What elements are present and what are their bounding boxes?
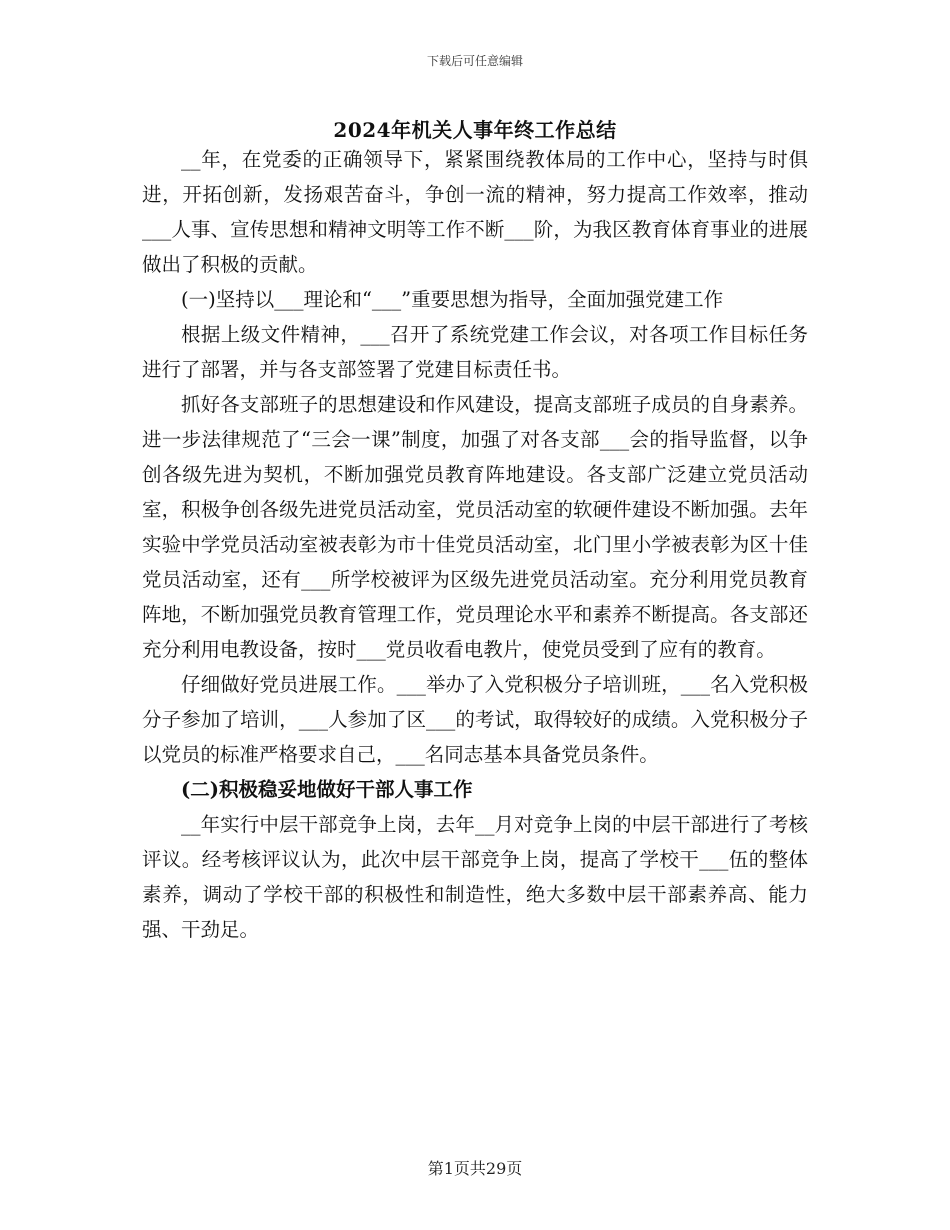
- section-heading-party-building: (一)坚持以___理论和“___”重要思想为指导，全面加强党建工作: [181, 288, 724, 311]
- paragraph-member-development: 仔细做好党员进展工作。___举办了入党积极分子培训班，___名入党积极分子参加了培训，___人参加了区___的考试，取得较好的成绩。入党积极分子以党员的标准严格要求自己，___名同志基本具备党员条件。: [142, 673, 808, 766]
- page-number: 第1页共29页: [427, 1159, 523, 1178]
- paragraph-cadre-competition: __年实行中层干部竞争上岗，去年__月对竞争上岗的中层干部进行了考核评议。经考核评议认为，此次中层干部竞争上岗，提高了学校干___伍的整体素养，调动了学校干部的积极性和制造性，绝大多数中层干部素养高、能力强、干劲足。: [142, 813, 808, 941]
- document-body: [142, 142, 808, 947]
- paragraph-branch-building: 抓好各支部班子的思想建设和作风建设，提高支部班子成员的自身素养。进一步法律规范了“三会一课”制度，加强了对各支部___会的指导监督，以争创各级先进为契机，不断加强党员教育阵地建设。各支部广泛建立党员活动室，积极争创各级先进党员活动室，党员活动室的软硬件建设不断加强。去年实验中学党员活动室被表彰为市十佳党员活动室，北门里小学被表彰为区十佳党员活动室，还有___所学校被评为区级先进党员活动室。充分利用党员教育阵地，不断加强党员教育管理工作，党员理论水平和素养不断提高。各支部还充分利用电教设备，按时___党员收看电教片，使党员受到了应有的教育。: [142, 393, 808, 661]
- page-header-note: 下载后可任意编辑: [426, 54, 523, 68]
- paragraph-party-meeting: 根据上级文件精神，___召开了系统党建工作会议，对各项工作目标任务进行了部署，并与各支部签署了党建目标责任书。: [142, 323, 808, 381]
- document-title: 2024年机关人事年终工作总结: [333, 118, 617, 142]
- section-heading-personnel: (二)积极稳妥地做好干部人事工作: [181, 778, 473, 801]
- paragraph-intro: __年，在党委的正确领导下，紧紧围绕教体局的工作中心，坚持与时俱进，开拓创新，发扬艰苦奋斗，争创一流的精神，努力提高工作效率，推动___人事、宣传思想和精神文明等工作不断___阶，为我区教育体育事业的进展做出了积极的贡献。: [142, 148, 808, 276]
